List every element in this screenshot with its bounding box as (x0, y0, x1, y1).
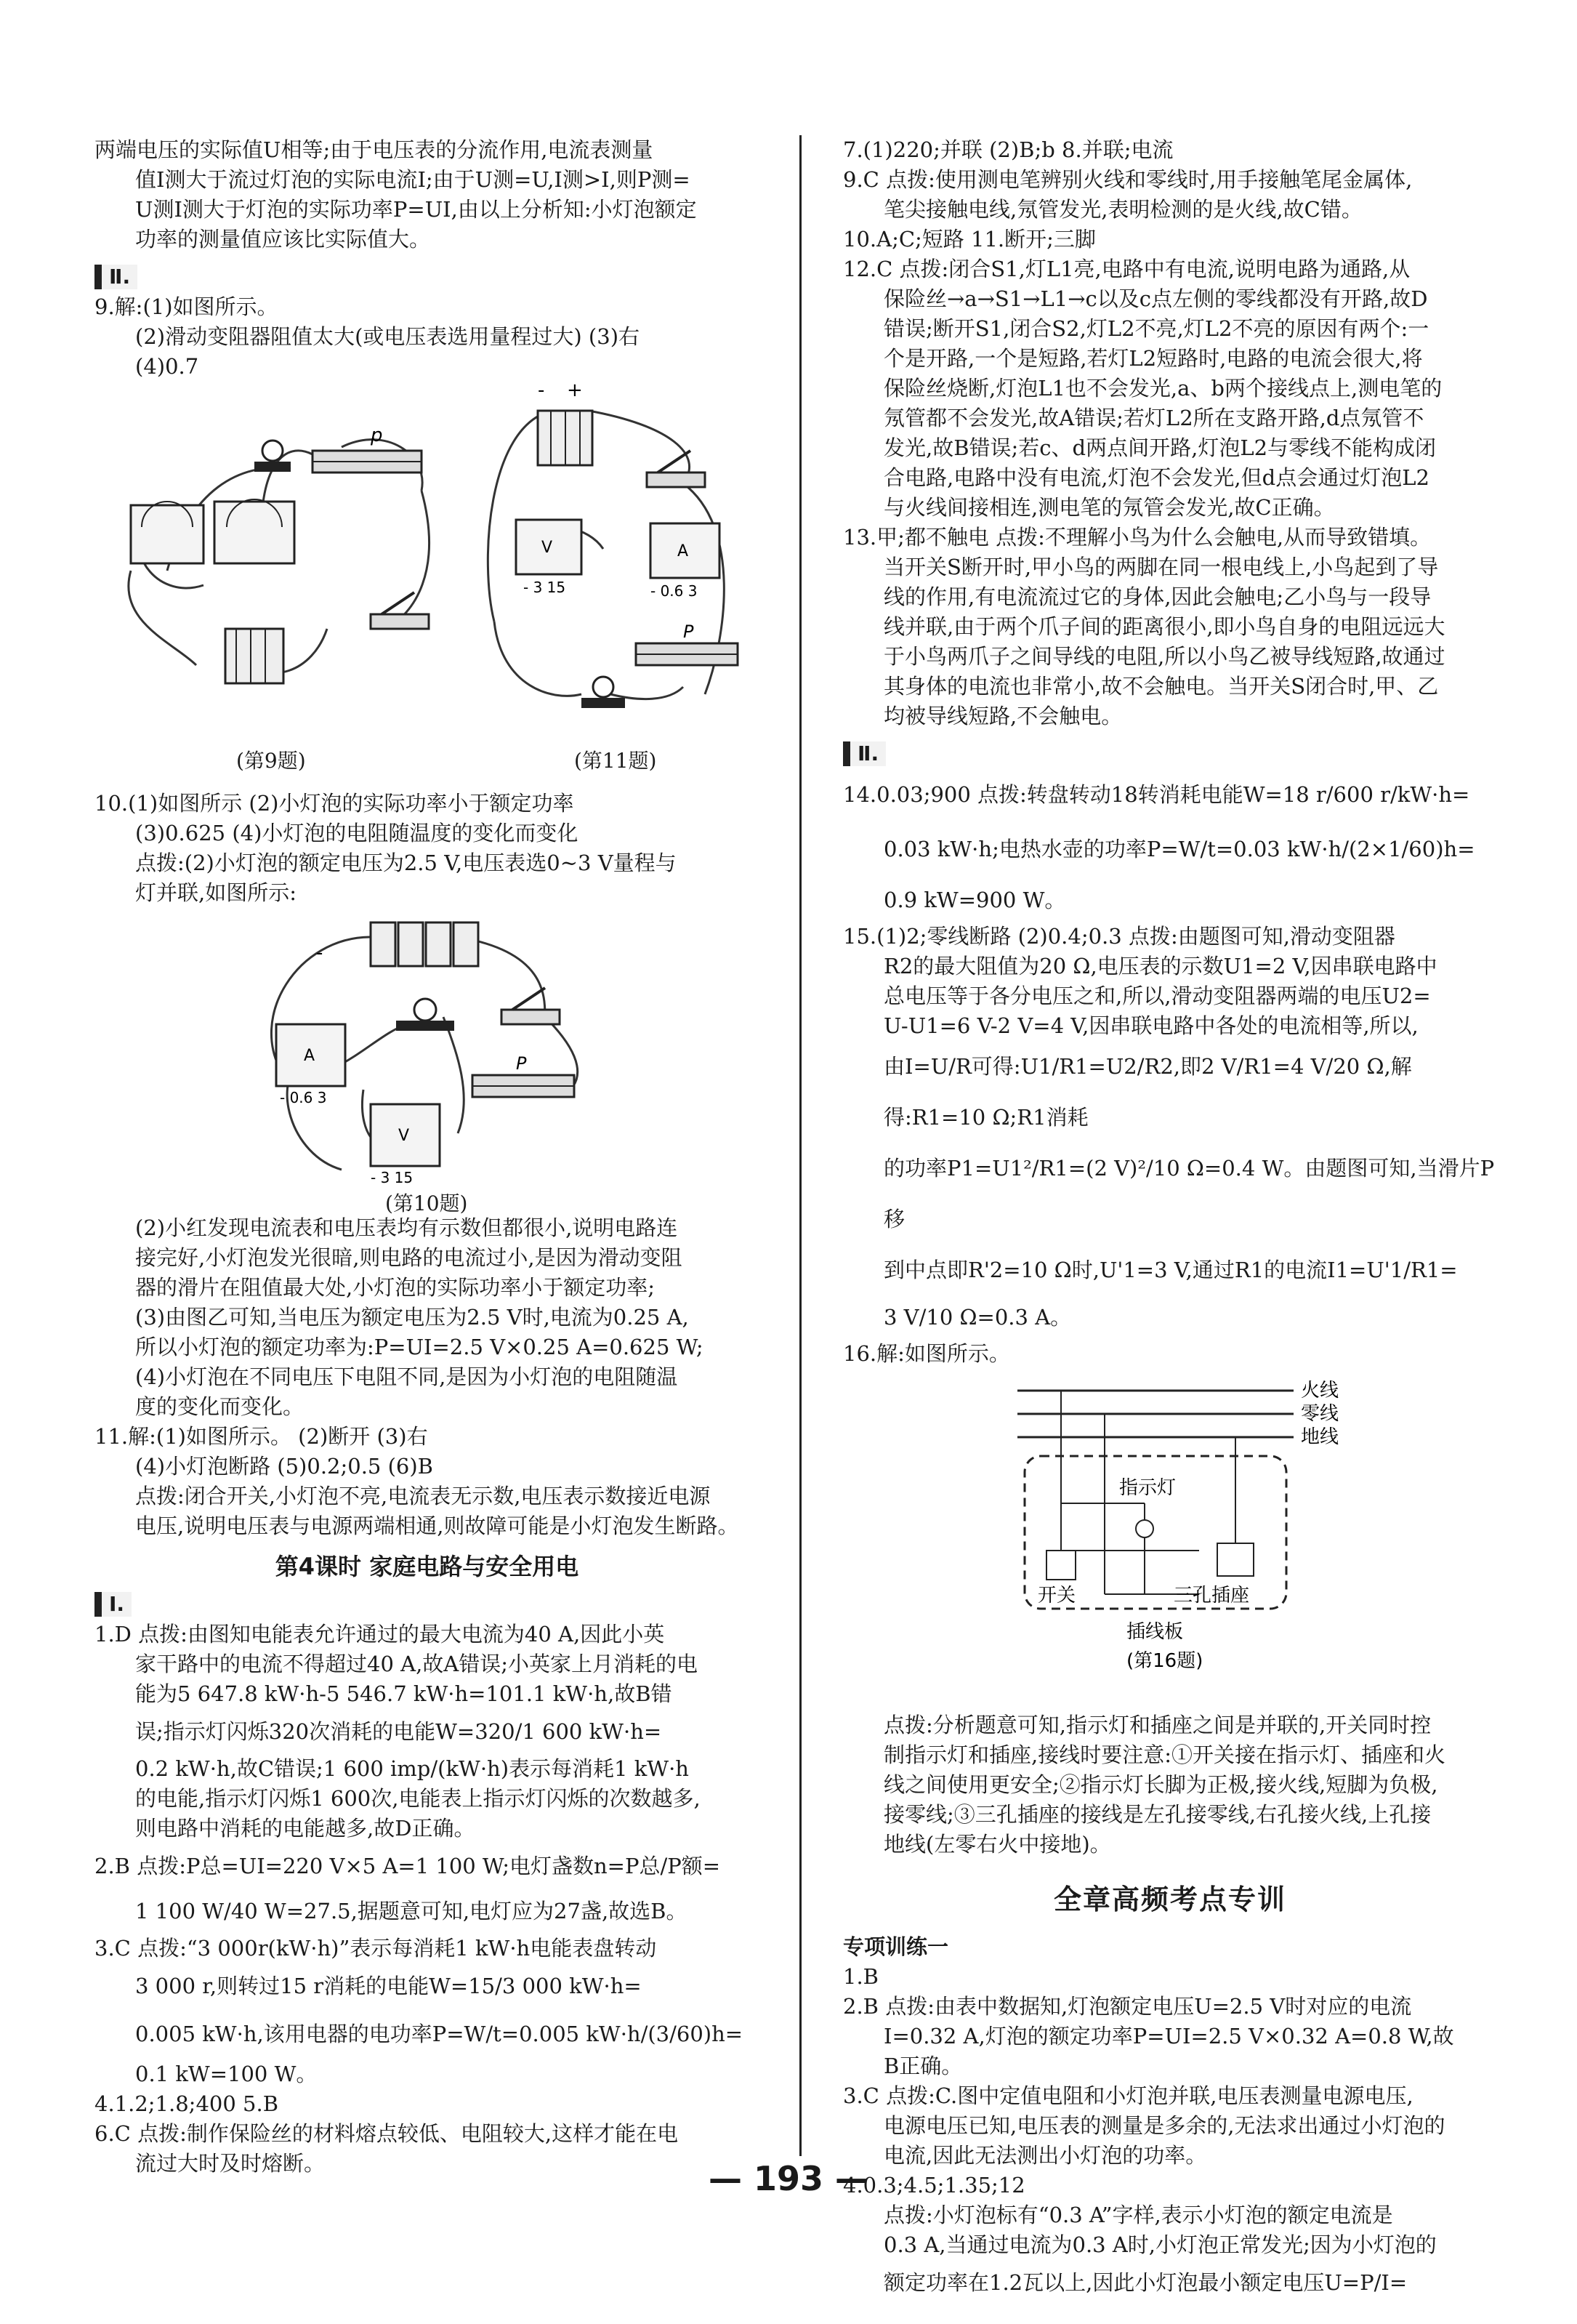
question-4-5: 4.1.2;1.8;400 5.B (94, 2091, 278, 2116)
text-line: 1.D 点拨:由图知电能表允许通过的最大电流为40 A,因此小英 (94, 1622, 665, 1646)
question-1 (94, 1620, 759, 1843)
voltmeter-scale: - 3 15 (523, 579, 566, 596)
circuit-figure-11 (465, 382, 756, 738)
text-line: 3.C 点拨:“3 000r(kW·h)”表示每消耗1 kW·h电能表盘转动 (94, 1936, 657, 1961)
text-line: 个是开路,一个是短路,若灯L2短路时,电路的电流会很大,将 (884, 346, 1423, 371)
section-badge-2: Ⅱ. (843, 741, 886, 766)
slider-label: p (371, 425, 383, 446)
text-line: 值I测大于流过灯泡的实际电流I;由于U测=U,I测>I,则P测= (135, 167, 690, 192)
question-11 (94, 1422, 759, 1541)
lesson-title: 第4课时 家庭电路与安全用电 (275, 1553, 579, 1580)
left-column (94, 135, 759, 2179)
ammeter-scale: - 0.6 3 (650, 582, 698, 600)
circuit-figure-9 (94, 382, 458, 738)
switch-icon (501, 1010, 560, 1024)
text-line: 家干路中的电流不得超过40 A,故A错误;小英家上月消耗的电 (135, 1652, 698, 1676)
svg-text:A: A (677, 542, 689, 560)
intro-text (94, 135, 759, 254)
board-label: 插线板 (1126, 1621, 1184, 1643)
question-10-11: 10.A;C;短路 11.断开;三脚 (843, 227, 1096, 252)
bulb-icon (414, 999, 436, 1021)
text-line: (2)滑动变阻器阻值太大(或电压表选用量程过大) (3)右 (135, 324, 640, 349)
ammeter-scale: - 0.6 3 (280, 1089, 327, 1106)
switch-icon (371, 614, 429, 629)
text-line: 两端电压的实际值U相等;由于电压表的分流作用,电流表测量 (94, 137, 653, 162)
text-line: I=0.32 A,灯泡的额定功率P=UI=2.5 V×0.32 A=0.8 W,故 (884, 2024, 1454, 2048)
question-16: 16.解:如图所示。 (843, 1341, 1010, 1366)
text-line: 保险丝烧断,灯泡L1也不会发光,a、b两个接线点上,测电笔的 (884, 376, 1443, 401)
text-line: 0.1 kW=100 W。 (135, 2062, 318, 2086)
indicator-label: 指示灯 (1119, 1477, 1177, 1499)
question-9 (843, 165, 1497, 225)
ammeter-letter: A (304, 1047, 315, 1065)
text-line: 0.3 A,当通过电流为0.3 A时,小灯泡正常发光;因为小灯泡的 (884, 2232, 1437, 2257)
text-line: 度的变化而变化。 (135, 1394, 304, 1419)
live-wire-label: 火线 (1301, 1380, 1339, 1402)
minus-label: - (316, 942, 323, 964)
chapter-title: 全章高频考点专训 (1053, 1883, 1286, 1915)
section-badge-2: Ⅱ. (94, 265, 137, 289)
text-line: R2的最大阻值为20 Ω,电压表的示数U1=2 V,因串联电路中 (884, 954, 1437, 978)
text-line: 线并联,由于两个爪子间的距离很小,即小鸟自身的电阻远远大 (884, 614, 1445, 639)
training-1: 1.B (843, 1964, 879, 1989)
text-line: 误;指示灯闪烁320次消耗的电能W=320/1 600 kW·h= (135, 1719, 662, 1744)
bulb-icon (593, 677, 613, 697)
battery-icon (371, 922, 478, 966)
text-line: 保险丝→a→S1→L1→c以及c点左侧的零线都没有开路,故D (884, 286, 1428, 311)
text-line: U-U1=6 V-2 V=4 V,因串联电路中各处的电流相等,所以, (884, 1013, 1419, 1038)
question-10 (94, 789, 759, 908)
figure-caption: (第9题) (236, 749, 306, 773)
switch-icon (647, 473, 705, 487)
question-15 (843, 922, 1497, 1339)
training-title: 专项训练一 (843, 1934, 949, 1959)
text-line: 发光,故B错误;若c、d两点间开路,灯泡L2与零线不能构成闭 (884, 435, 1437, 460)
text-line: 流过大时及时熔断。 (135, 2151, 326, 2176)
text-line: 其身体的电流也非常小,故不会触电。当开关S闭合时,甲、乙 (884, 674, 1439, 699)
question-13 (843, 523, 1497, 731)
battery-icon (225, 629, 283, 683)
text-line: (3)由图乙可知,当电压为额定电压为2.5 V时,电流为0.25 A, (135, 1305, 689, 1330)
text-line: 9.C 点拨:使用测电笔辨别火线和零线时,用手接触笔尾金属体, (843, 167, 1413, 192)
text-line: 2.B 点拨:P总=UI=220 V×5 A=1 100 W;电灯盏数n=P总/P额= (94, 1854, 721, 1878)
text-line: 15.(1)2;零线断路 (2)0.4;0.3 点拨:由题图可知,滑动变阻器 (843, 924, 1395, 949)
figure-16-wrap (843, 1369, 1497, 1710)
text-line: 3 V/10 Ω=0.3 A。 (884, 1305, 1072, 1330)
text-line: 3.C 点拨:C.图中定值电阻和小灯泡并联,电压表测量电源电压, (843, 2083, 1413, 2108)
text-line: 灯并联,如图所示: (135, 880, 297, 905)
page-number: — 193 — (708, 2159, 869, 2198)
text-line: 10.(1)如图所示 (2)小灯泡的实际功率小于额定功率 (94, 791, 574, 816)
text-line: 当开关S断开时,甲小鸟的两脚在同一根电线上,小鸟起到了导 (884, 555, 1439, 579)
slider-label: P (683, 622, 694, 642)
switch-label: 开关 (1038, 1585, 1076, 1607)
text-line: 功率的测量值应该比实际值大。 (135, 227, 431, 252)
three-pin-socket-icon (1217, 1543, 1254, 1576)
figures-9-11 (94, 382, 759, 789)
text-line: 笔尖接触电线,氖管发光,表明检测的是火线,故C错。 (884, 197, 1363, 222)
text-line: 氖管都不会发光,故A错误;若灯L2所在支路开路,d点氖管不 (884, 406, 1424, 430)
text-line: (3)0.625 (4)小灯泡的电阻随温度的变化而变化 (135, 821, 578, 845)
text-line: 14.0.03;900 点拨:转盘转动18转消耗电能W=18 r/600 r/kW·h= (843, 782, 1470, 807)
question-10-explanation (94, 1213, 759, 1422)
text-line: 0.005 kW·h,该用电器的电功率P=W/t=0.005 kW·h/(3/60)h= (135, 2022, 743, 2046)
question-2 (94, 1843, 759, 1934)
text-line: 12.C 点拨:闭合S1,灯L1亮,电路中有电流,说明电路为通路,从 (843, 257, 1411, 281)
text-line: 与火线间接相连,测电笔的氖管会发光,故C正确。 (884, 495, 1335, 520)
right-column (843, 135, 1497, 2305)
text-line: 能为5 647.8 kW·h-5 546.7 kW·h=101.1 kW·h,故B错 (135, 1681, 672, 1706)
text-line: 器的滑片在阻值最大处,小灯泡的实际功率小于额定功率; (135, 1275, 655, 1300)
text-line: 额定功率在1.2瓦以上,因此小灯泡最小额定电压U=P/I= (884, 2270, 1408, 2295)
text-line: 线之间使用更安全;②指示灯长脚为正极,接火线,短脚为负极, (884, 1772, 1438, 1797)
text-line: 13.甲;都不触电 点拨:不理解小鸟为什么会触电,从而导致错填。 (843, 525, 1432, 550)
text-line: 1 100 W/40 W=27.5,据题意可知,电灯应为27盏,故选B。 (135, 1899, 687, 1923)
text-line: 由I=U/R可得:U1/R1=U2/R2,即2 V/R1=4 V/20 Ω,解得:R1=10 Ω;R1消耗 (884, 1054, 1412, 1130)
text-line: 11.解:(1)如图所示。 (2)断开 (3)右 (94, 1424, 428, 1449)
text-line: 地线(左零右火中接地)。 (884, 1832, 1111, 1857)
text-line: 错误;断开S1,闭合S2,灯L2不亮,灯L2不亮的原因有两个:一 (884, 316, 1429, 341)
text-line: 电流,因此无法测出小灯泡的功率。 (884, 2143, 1207, 2168)
text-line: 4.0.3;4.5;1.35;12 (843, 2173, 1025, 2198)
question-3 (94, 1934, 759, 2089)
text-line: B正确。 (884, 2054, 963, 2078)
text-line: 则电路中消耗的电能越多,故D正确。 (135, 1816, 475, 1841)
voltmeter-icon (214, 502, 294, 563)
section-badge-1: Ⅰ. (94, 1592, 132, 1617)
text-line: 0.2 kW·h,故C错误;1 600 imp/(kW·h)表示每消耗1 kW·h (135, 1756, 689, 1781)
text-line: 点拨:小灯泡标有“0.3 A”字样,表示小灯泡的额定电流是 (884, 2203, 1393, 2227)
text-line: 的功率P1=U1²/R1=(2 V)²/10 Ω=0.4 W。由题图可知,当滑片P移 (884, 1156, 1495, 1231)
text-line: 6.C 点拨:制作保险丝的材料熔点较低、电阻较大,这样才能在电 (94, 2121, 679, 2146)
ammeter-icon (131, 505, 203, 563)
ground-wire-label: 地线 (1301, 1426, 1339, 1448)
text-line: 的电能,指示灯闪烁1 600次,电能表上指示灯闪烁的次数越多, (135, 1786, 701, 1811)
text-line: 制指示灯和插座,接线时要注意:①开关接在指示灯、插座和火 (884, 1742, 1445, 1767)
figure-10-wrap (94, 908, 759, 1213)
text-line: 9.解:(1)如图所示。 (94, 294, 278, 319)
switch-icon (1046, 1551, 1076, 1580)
socket-label: 三孔插座 (1174, 1585, 1250, 1607)
text-line: (2)小红发现电流表和电压表均有示数但都很小,说明电路连 (135, 1215, 678, 1240)
text-line: (4)0.7 (135, 354, 199, 379)
voltmeter-scale: - 3 15 (371, 1169, 414, 1184)
text-line: 均被导线短路,不会触电。 (884, 704, 1123, 728)
text-line: 所以小灯泡的额定功率为:P=UI=2.5 V×0.25 A=0.625 W; (135, 1335, 703, 1359)
figure-caption: (第11题) (574, 749, 657, 773)
text-line: 3 000 r,则转过15 r消耗的电能W=15/3 000 kW·h= (135, 1974, 642, 1998)
indicator-lamp-icon (1136, 1520, 1153, 1537)
question-7-8: 7.(1)220;并联 (2)B;b 8.并联;电流 (843, 137, 1174, 162)
minus-label: - (538, 382, 545, 401)
text-line: 接零线;③三孔插座的接线是左孔接零线,右孔接火线,上孔接 (884, 1802, 1432, 1827)
text-line: 于小鸟两爪子之间导线的电阻,所以小鸟乙被导线短路,故通过 (884, 644, 1445, 669)
question-9 (94, 292, 759, 382)
wiring-figure-16 (1017, 1376, 1395, 1681)
training-3 (843, 2081, 1497, 2171)
text-line: 电压,说明电压表与电源两端相通,则故障可能是小灯泡发生断路。 (135, 1513, 739, 1538)
text-line: 点拨:分析题意可知,指示灯和插座之间是并联的,开关同时控 (884, 1713, 1432, 1737)
question-12 (843, 254, 1497, 523)
slider-label: P (516, 1053, 527, 1074)
text-line: (4)小灯泡断路 (5)0.2;0.5 (6)B (135, 1454, 433, 1479)
text-line: 0.03 kW·h;电热水壶的功率P=W/t=0.03 kW·h/(2×1/60)h= (884, 837, 1475, 861)
svg-text:V: V (541, 539, 553, 557)
bulb-icon (262, 441, 283, 461)
text-line: 电源电压已知,电压表的测量是多余的,无法求出通过小灯泡的 (884, 2113, 1445, 2138)
text-line: U测I测大于灯泡的实际功率P=UI,由以上分析知:小灯泡额定 (135, 197, 697, 222)
plus-label: + (567, 382, 583, 401)
figure-caption: (第10题) (385, 1191, 468, 1215)
text-line: 点拨:闭合开关,小灯泡不亮,电流表无示数,电压表示数接近电源 (135, 1484, 711, 1508)
text-line: 接完好,小灯泡发光很暗,则电路的电流过小,是因为滑动变阻 (135, 1245, 682, 1270)
neutral-wire-label: 零线 (1301, 1403, 1339, 1425)
text-line: 合电路,电路中没有电流,灯泡不会发光,但d点会通过灯泡L2 (884, 465, 1429, 490)
text-line: 2.B 点拨:由表中数据知,灯泡额定电压U=2.5 V时对应的电流 (843, 1994, 1412, 2019)
question-14 (843, 769, 1497, 922)
question-16-explanation (843, 1710, 1497, 1859)
circuit-figure-10 (240, 908, 661, 1184)
training-2 (843, 1992, 1497, 2081)
text-line: 到中点即R'2=10 Ω时,U'1=3 V,通过R1的电流I1=U'1/R1= (884, 1258, 1458, 1282)
text-line: 点拨:(2)小灯泡的额定电压为2.5 V,电压表选0~3 V量程与 (135, 851, 677, 875)
text-line: 0.9 kW=900 W。 (884, 888, 1066, 912)
voltmeter-letter: V (398, 1127, 410, 1145)
text-line: 总电压等于各分电压之和,所以,滑动变阻器两端的电压U2= (884, 984, 1431, 1008)
text-line: (4)小灯泡在不同电压下电阻不同,是因为小灯泡的电阻随温 (135, 1364, 678, 1389)
text-line: 线的作用,有电流流过它的身体,因此会触电;乙小鸟与一段导 (884, 584, 1432, 609)
column-divider (799, 135, 802, 2156)
figure-caption: (第16题) (1126, 1650, 1203, 1672)
